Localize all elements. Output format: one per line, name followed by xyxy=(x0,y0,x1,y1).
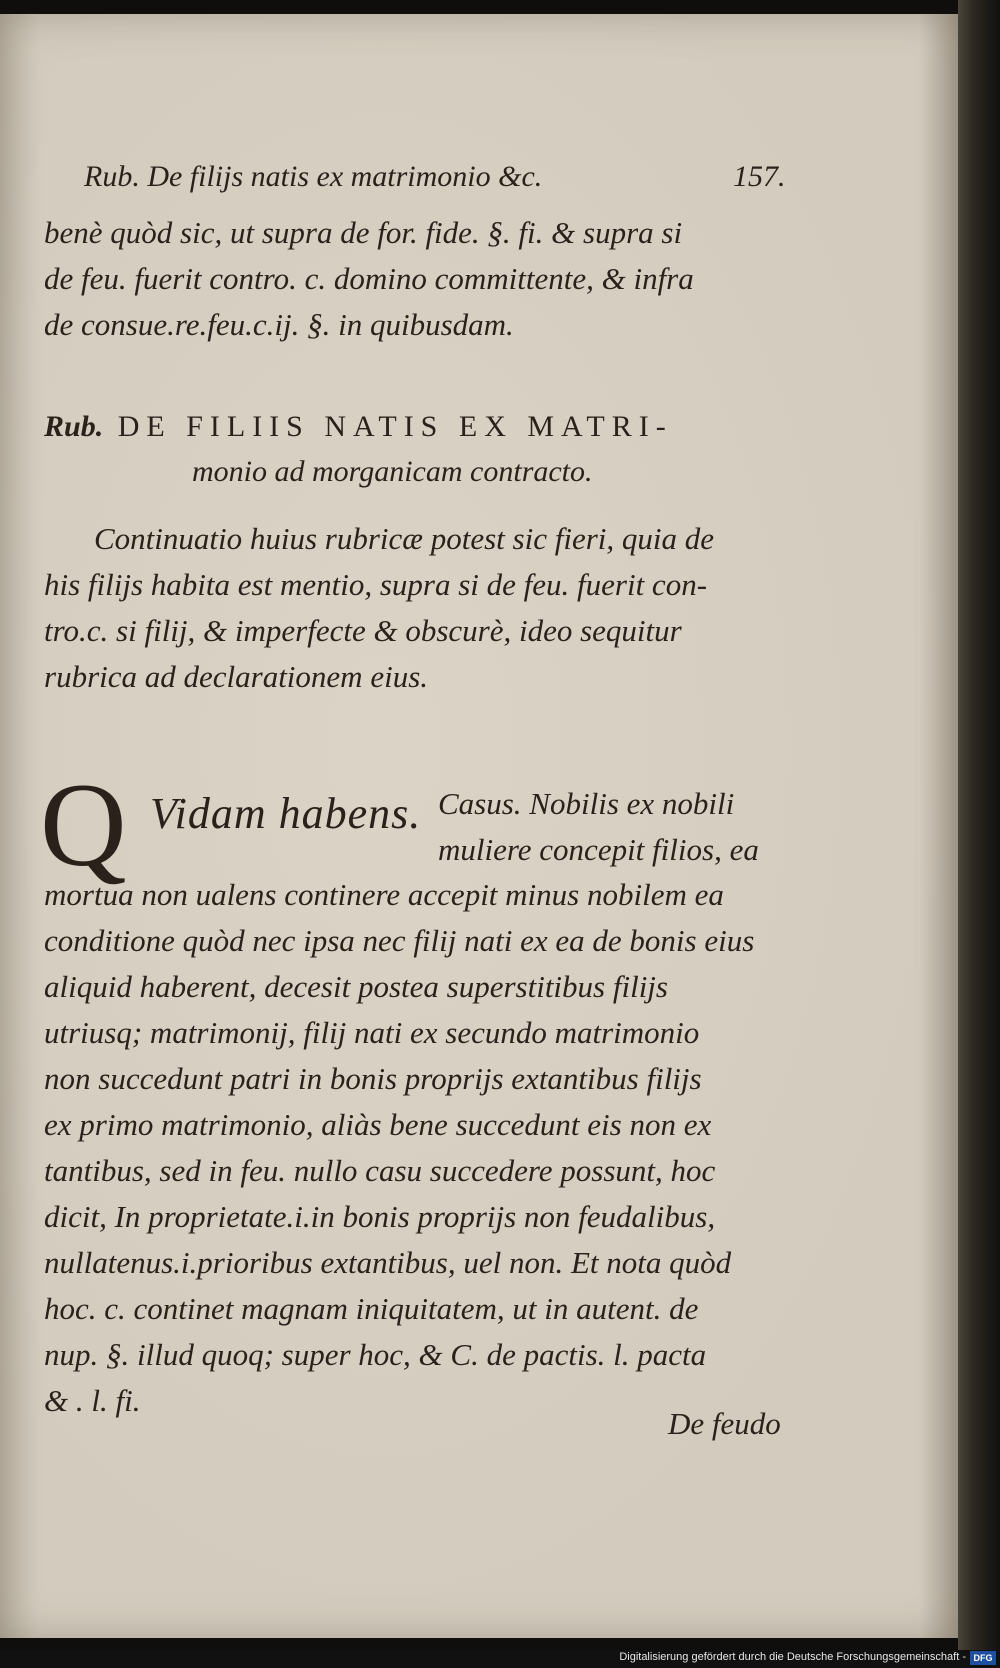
text-line: rubrica ad declarationem eius. xyxy=(44,659,429,694)
text-line: utriusq; matrimonij, filij nati ex secundo matrimonio xyxy=(44,1015,700,1050)
text-line: dicit, In proprietate.i.in bonis proprijs non feudalibus, xyxy=(44,1199,716,1234)
text-line: conditione quòd nec ipsa nec filij nati ex ea de bonis eius xyxy=(44,923,755,958)
text-line: hoc. c. continet magnam iniquitatem, ut in autent. de xyxy=(44,1291,699,1326)
text-line: nup. §. illud quoq; super hoc, & C. de pactis. l. pacta xyxy=(44,1337,707,1372)
prev-section-text xyxy=(44,210,796,348)
rubric-subheading: monio ad morganicam contracto. xyxy=(192,455,593,488)
continuatio-paragraph xyxy=(44,516,796,700)
text-line: nullatenus.i.prioribus extantibus, uel non. Et nota quòd xyxy=(44,1245,732,1280)
text-line: & . l. fi. xyxy=(44,1383,141,1418)
rubric-heading xyxy=(44,410,804,444)
running-title: Rub. De filijs natis ex matrimonio &c. xyxy=(84,160,543,193)
casus-side-line: Casus. Nobilis ex nobili xyxy=(438,786,735,821)
drop-cap-initial: Q xyxy=(40,758,127,891)
catchword: De feudo xyxy=(668,1406,781,1441)
casus-side-line: muliere concepit filios, ea xyxy=(438,832,759,867)
digitization-credit: Digitalisierung gefördert durch die Deutsche Forschungsgemeinschaft - xyxy=(619,1651,966,1663)
text-line: mortua non ualens continere accepit minus nobilem ea xyxy=(44,877,724,912)
text-line: de feu. fuerit contro. c. domino committente, & infra xyxy=(44,261,694,296)
text-line: tantibus, sed in feu. nullo casu succedere possunt, hoc xyxy=(44,1153,716,1188)
text-line: Continuatio huius rubricæ potest sic fieri, quia de xyxy=(94,521,714,556)
page-number: 157. xyxy=(733,160,786,193)
text-line: benè quòd sic, ut supra de for. fide. §. fi. & supra si xyxy=(44,215,683,250)
dfg-logo: DFG xyxy=(970,1651,996,1665)
casus-paragraph xyxy=(44,872,796,1424)
rubric-prefix: Rub. xyxy=(44,410,104,443)
text-line: de consue.re.feu.c.ij. §. in quibusdam. xyxy=(44,307,514,342)
rubric-caps-text: DE FILIIS NATIS EX MATRI- xyxy=(117,410,673,443)
text-line: ex primo matrimonio, aliàs bene succedunt eis non ex xyxy=(44,1107,712,1142)
book-spine-edge xyxy=(958,0,1000,1650)
opening-words: Vidam habens. xyxy=(150,789,422,838)
text-line: aliquid haberent, decesit postea superstitibus filijs xyxy=(44,969,668,1004)
text-line: his filijs habita est mentio, supra si de feu. fuerit con- xyxy=(44,567,708,602)
text-line: non succedunt patri in bonis proprijs extantibus filijs xyxy=(44,1061,702,1096)
text-line: tro.c. si filij, & imperfecte & obscurè, ideo sequitur xyxy=(44,613,682,648)
